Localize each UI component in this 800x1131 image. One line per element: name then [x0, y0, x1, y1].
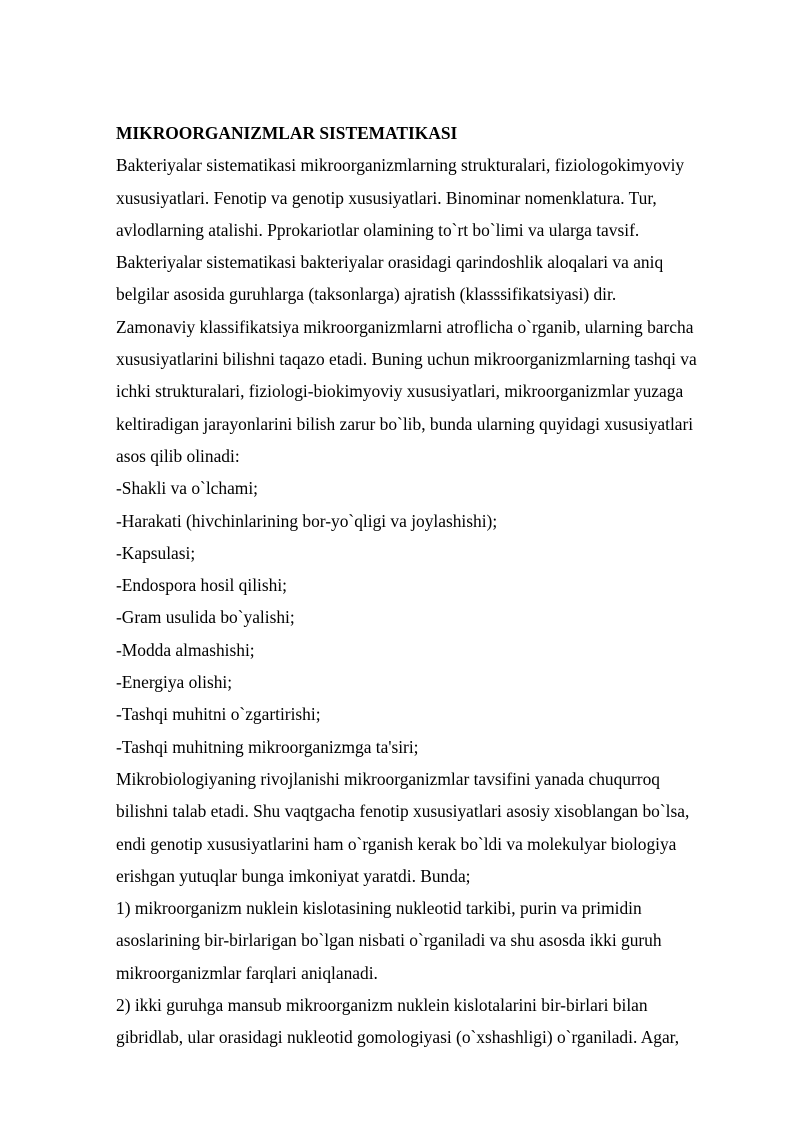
text-line: 2) ikki guruhga mansub mikroorganizm nuklein kislotalarini bir-birlari bilan: [116, 995, 648, 1016]
document-title: MIKROORGANIZMLAR SISTEMATIKASI: [116, 123, 458, 143]
text-line: mikroorganizmlar farqlari aniqlanadi.: [116, 962, 378, 983]
text-line: gibridlab, ular orasidagi nukleotid gomologiyasi (o`xshashligi) o`rganiladi. Agar,: [116, 1027, 680, 1048]
text-line: Mikrobiologiyaning rivojlanishi mikroorganizmlar tavsifini yanada chuqurroq: [116, 768, 660, 789]
list-item: -Energiya olishi;: [116, 672, 233, 693]
list-item: -Shakli va o`lchami;: [116, 478, 258, 499]
list-item: -Tashqi muhitni o`zgartirishi;: [116, 704, 321, 725]
list-item: -Harakati (hivchinlarining bor-yo`qligi va joylashishi);: [116, 510, 498, 531]
text-line: 1) mikroorganizm nuklein kislotasining nukleotid tarkibi, purin va primidin: [116, 898, 642, 919]
text-line: keltiradigan jarayonlarini bilish zarur bo`lib, bunda ularning quyidagi xususiyatlari: [116, 413, 694, 434]
text-line: ichki strukturalari, fiziologi-biokimyoviy xususiyatlari, mikroorganizmlar yuzaga: [116, 381, 684, 402]
text-line: Bakteriyalar sistematikasi mikroorganizmlarning strukturalari, fiziologokimyoviy: [116, 155, 685, 176]
document-body: [116, 117, 756, 1054]
list-item: -Gram usulida bo`yalishi;: [116, 607, 295, 628]
text-line: avlodlarning atalishi. Pprokariotlar olamining to`rt bo`limi va ularga tavsif.: [116, 219, 640, 240]
list-item: -Kapsulasi;: [116, 542, 196, 563]
list-item: -Endospora hosil qilishi;: [116, 575, 288, 596]
text-line: belgilar asosida guruhlarga (taksonlarga) ajratish (klasssifikatsiyasi) dir.: [116, 284, 617, 305]
list-item: -Tashqi muhitning mikroorganizmga ta'siri;: [116, 736, 419, 757]
text-line: asos qilib olinadi:: [116, 445, 240, 466]
text-line: asoslarining bir-birlarigan bo`lgan nisbati o`rganiladi va shu asosda ikki guruh: [116, 930, 662, 951]
text-line: xususiyatlari. Fenotip va genotip xususiyatlari. Binominar nomenklatura. Tur,: [116, 187, 657, 208]
text-line: endi genotip xususiyatlarini ham o`rganish kerak bo`ldi va molekulyar biologiya: [116, 833, 677, 854]
text-line: bilishni talab etadi. Shu vaqtgacha fenotip xususiyatlari asosiy xisoblangan bo`lsa,: [116, 801, 690, 822]
text-line: Bakteriyalar sistematikasi bakteriyalar orasidagi qarindoshlik aloqalari va aniq: [116, 252, 664, 273]
text-line: Zamonaviy klassifikatsiya mikroorganizmlarni atroflicha o`rganib, ularning barcha: [116, 316, 694, 337]
list-item: -Modda almashishi;: [116, 639, 255, 660]
text-line: erishgan yutuqlar bunga imkoniyat yaratdi. Bunda;: [116, 865, 471, 886]
text-line: xususiyatlarini bilishni taqazo etadi. Buning uchun mikroorganizmlarning tashqi va: [116, 349, 697, 370]
